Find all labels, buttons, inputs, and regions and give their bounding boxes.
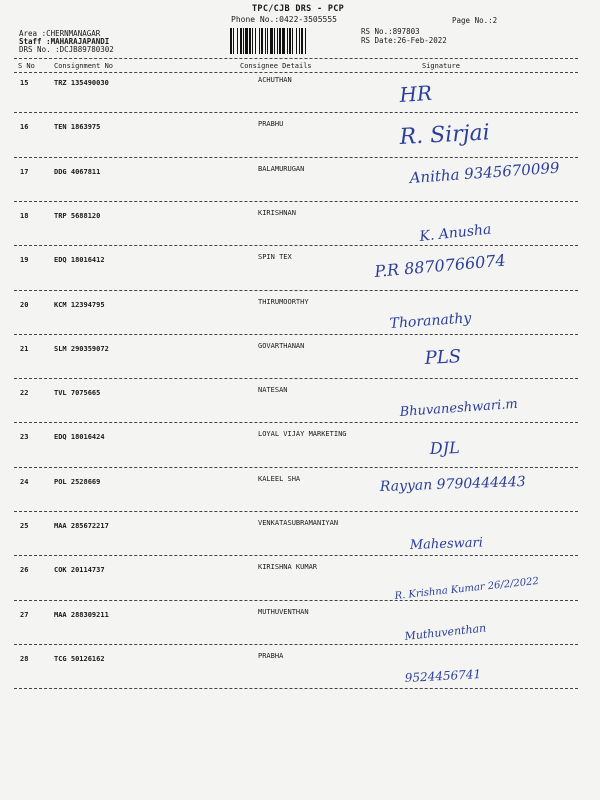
header-divider-top xyxy=(14,58,578,59)
rs-number: RS No.:897803 xyxy=(361,27,420,36)
handwritten-signature: Bhuvaneshwari.m xyxy=(399,396,519,421)
row-consignee-name: LOYAL VIJAY MARKETING xyxy=(258,430,347,439)
row-divider xyxy=(14,555,578,556)
handwritten-signature: Maheswari xyxy=(409,535,484,553)
row-consignment-number: EDQ 18016412 xyxy=(54,256,105,265)
row-divider xyxy=(14,245,578,246)
column-header-consignee: Consignee Details xyxy=(240,62,312,70)
handwritten-signature: Rayyan 9790444443 xyxy=(379,473,526,495)
row-divider xyxy=(14,644,578,645)
row-consignment-number: TVL 7075665 xyxy=(54,389,101,398)
row-consignment-number: DDG 4067811 xyxy=(54,167,101,176)
handwritten-signature: Muthuventhan xyxy=(403,621,487,643)
row-divider xyxy=(14,688,578,689)
column-header-consignment: Consignment No xyxy=(54,62,114,70)
row-serial-number: 19 xyxy=(20,256,29,265)
row-consignee-name: BALAMURUGAN xyxy=(258,164,305,173)
row-consignment-number: TCG 50126162 xyxy=(54,654,105,663)
row-consignee-name: KIRISHNAN xyxy=(258,208,296,217)
document-title: TPC/CJB DRS - PCP xyxy=(252,4,345,14)
row-divider xyxy=(14,290,578,291)
row-divider xyxy=(14,600,578,601)
staff-label: Staff :MAHARAJAPANDI xyxy=(19,37,110,46)
row-consignee-name: MUTHUVENTHAN xyxy=(258,607,309,616)
row-consignee-name: ACHUTHAN xyxy=(258,76,292,84)
barcode xyxy=(229,28,353,54)
row-serial-number: 24 xyxy=(20,477,29,486)
row-serial-number: 28 xyxy=(20,654,29,663)
row-serial-number: 18 xyxy=(20,211,29,220)
column-header-sno: S No xyxy=(18,62,35,70)
drs-number: DRS No. :DCJB89780302 xyxy=(19,45,114,54)
row-divider xyxy=(14,112,578,113)
row-consignee-name: VENKATASUBRAMANIYAN xyxy=(258,519,339,527)
row-divider xyxy=(14,201,578,202)
phone-number: Phone No.:0422-3505555 xyxy=(231,15,337,24)
row-divider xyxy=(14,378,578,379)
column-header-signature: Signature xyxy=(422,62,460,70)
handwritten-signature: 9524456741 xyxy=(404,666,482,685)
handwritten-signature: R. Sirjai xyxy=(399,120,491,151)
row-serial-number: 23 xyxy=(20,433,29,442)
handwritten-signature: Thoranathy xyxy=(389,309,472,332)
rs-date: RS Date:26-Feb-2022 xyxy=(361,36,447,45)
area-label: Area :CHERNMANAGAR xyxy=(19,29,101,38)
row-serial-number: 26 xyxy=(20,566,29,575)
row-consignment-number: TEN 1863975 xyxy=(54,123,101,132)
row-consignee-name: PRABHU xyxy=(258,120,284,129)
handwritten-signature: Anitha 9345670099 xyxy=(409,158,561,187)
page-number: Page No.:2 xyxy=(452,16,498,25)
row-serial-number: 22 xyxy=(20,389,29,398)
row-consignee-name: NATESAN xyxy=(258,386,288,395)
row-consignee-name: KIRISHNA KUMAR xyxy=(258,563,318,572)
handwritten-signature: DJL xyxy=(429,438,460,459)
row-divider xyxy=(14,467,578,468)
row-consignee-name: KALEEL SHA xyxy=(258,474,301,483)
row-consignment-number: COK 20114737 xyxy=(54,566,105,575)
handwritten-signature: P.R 8870766074 xyxy=(373,250,507,282)
row-consignee-name: GOVARTHANAN xyxy=(258,341,305,350)
row-consignment-number: TRZ 135490030 xyxy=(54,79,109,87)
row-divider xyxy=(14,157,578,158)
row-consignment-number: MAA 285672217 xyxy=(54,522,109,530)
handwritten-signature: HR xyxy=(398,80,433,107)
row-serial-number: 16 xyxy=(20,123,29,132)
row-consignment-number: KCM 12394795 xyxy=(54,300,105,309)
handwritten-signature: K. Anusha xyxy=(418,221,493,245)
row-consignment-number: EDQ 18016424 xyxy=(54,433,105,442)
row-divider xyxy=(14,511,578,512)
row-serial-number: 15 xyxy=(20,79,29,87)
row-serial-number: 21 xyxy=(20,344,29,353)
row-serial-number: 25 xyxy=(20,522,29,530)
row-consignee-name: PRABHA xyxy=(258,651,284,660)
row-consignment-number: TRP 5688120 xyxy=(54,211,101,220)
row-consignment-number: MAA 288309211 xyxy=(54,610,109,619)
row-divider xyxy=(14,422,578,423)
handwritten-signature: R. Krishna Kumar 26/2/2022 xyxy=(394,576,540,603)
row-consignee-name: THIRUMOORTHY xyxy=(258,297,309,306)
row-serial-number: 17 xyxy=(20,167,29,176)
row-consignment-number: SLM 290359072 xyxy=(54,344,109,353)
handwritten-signature: PLS xyxy=(424,345,462,369)
row-serial-number: 20 xyxy=(20,300,29,309)
row-divider xyxy=(14,334,578,335)
row-consignee-name: SPIN TEX xyxy=(258,253,292,262)
row-consignment-number: POL 2528669 xyxy=(54,477,101,486)
row-serial-number: 27 xyxy=(20,610,29,619)
